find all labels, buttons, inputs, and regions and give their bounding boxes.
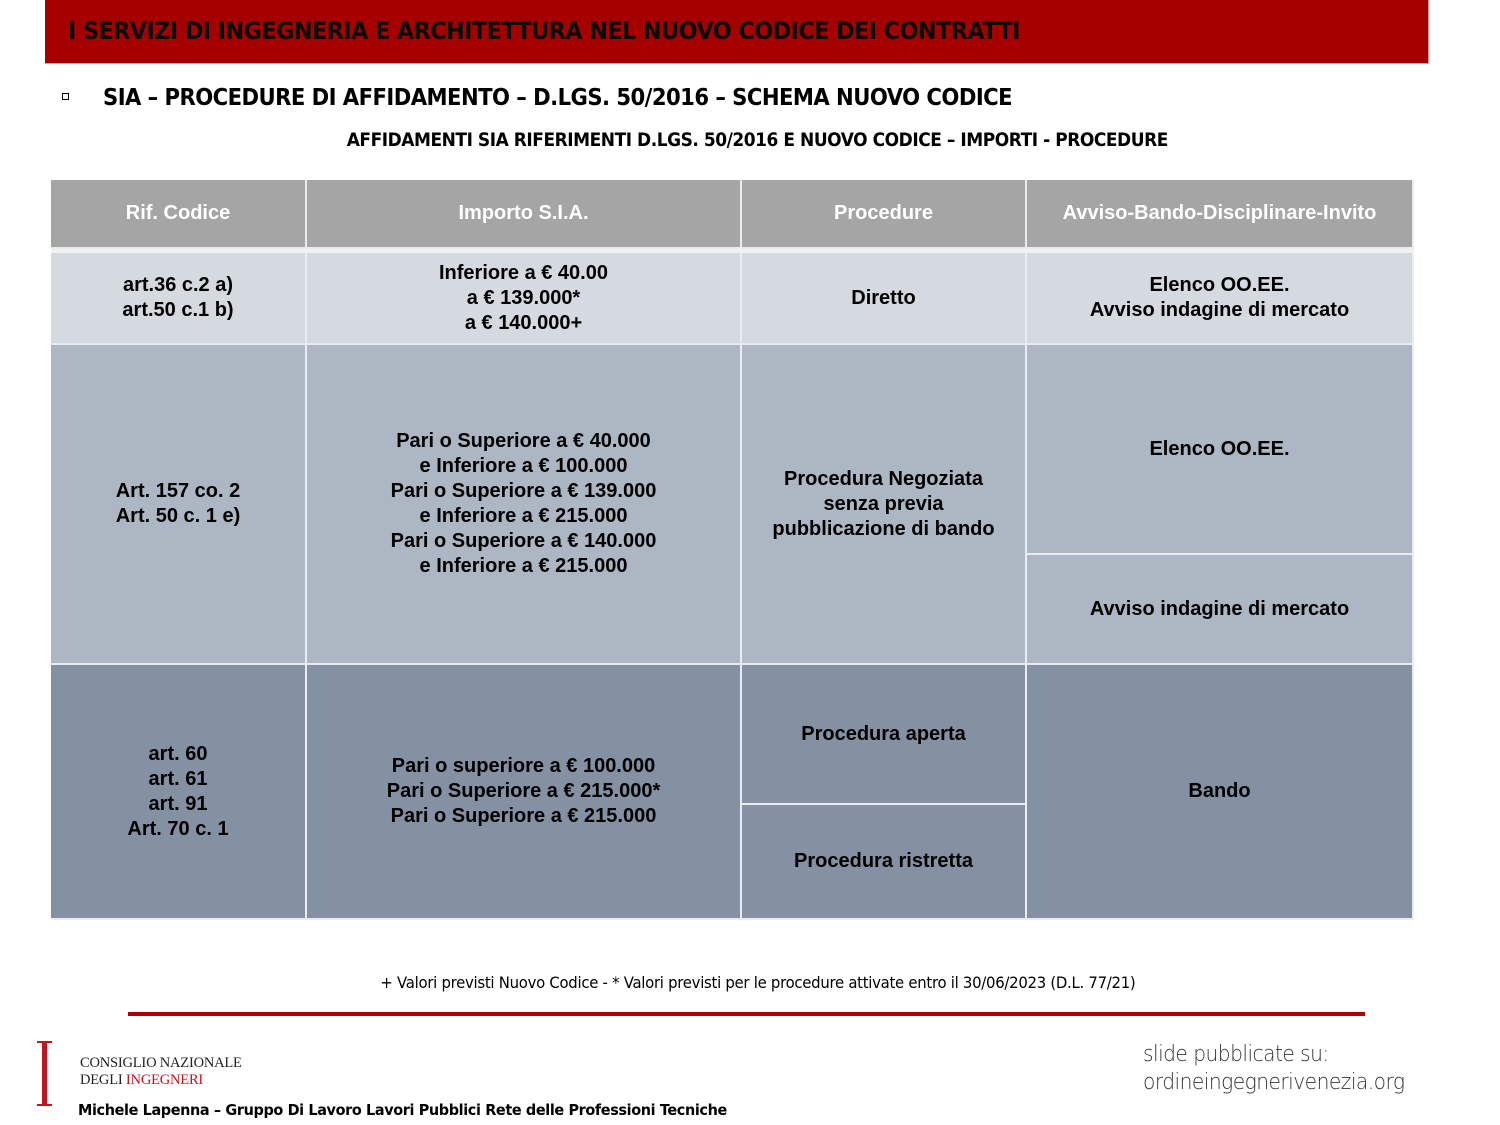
cell-line: a € 139.000* [466, 286, 581, 309]
cell-line: Elenco OO.EE. [1149, 274, 1290, 296]
logo-line1: CONSIGLIO NAZIONALE [80, 1055, 242, 1071]
row1-avviso-cell [1027, 253, 1414, 345]
cell-line: Art. 70 c. 1 [127, 817, 229, 840]
column-header-label: Rif. Codice [125, 202, 231, 224]
section-heading: SIA – PROCEDURE DI AFFIDAMENTO – D.LGS. 50/2016 – SCHEMA NUOVO CODICE [103, 85, 1013, 111]
cell-line: Avviso indagine di mercato [1089, 597, 1350, 620]
table-caption-text: AFFIDAMENTI SIA RIFERIMENTI D.LGS. 50/2016 E NUOVO CODICE – IMPORTI - PROCEDURE [346, 130, 1169, 151]
cell-line: Procedura ristretta [794, 850, 973, 872]
column-header-label: Procedure [834, 202, 933, 224]
column-header-procedure [742, 180, 1027, 249]
section-heading-row [62, 83, 1091, 113]
cell-line: Pari o Superiore a € 40.000 [396, 430, 651, 452]
cell-line: Inferiore a € 40.00 [439, 261, 608, 284]
cni-logo-text [80, 1055, 242, 1089]
logo-line2-accent: INGEGNERI [125, 1072, 204, 1088]
row3-importo-cell [307, 665, 742, 920]
row2-avviso-elenco-cell [1027, 345, 1414, 555]
author-credit-text: Michele Lapenna – Gruppo Di Lavoro Lavori Pubblici Rete delle Professioni Tecniche [78, 1101, 727, 1119]
cell-line: senza previa [823, 492, 944, 515]
cell-line: e Inferiore a € 215.000 [419, 505, 628, 527]
cell-line: a € 140.000+ [464, 311, 583, 334]
cell-line: Pari o Superiore a € 139.000 [390, 480, 657, 502]
logo-line2-prefix: DEGLI [80, 1072, 126, 1088]
cell-line: Avviso indagine di mercato [1089, 299, 1350, 321]
row1-importo-cell [307, 253, 742, 345]
cell-line: e Inferiore a € 215.000 [419, 555, 628, 577]
cell-line: Procedura Negoziata [784, 467, 983, 490]
column-header-importo [307, 180, 742, 249]
row1-procedure-cell [742, 253, 1027, 345]
footnote-text: + Valori previsti Nuovo Codice - * Valori previsti per le procedure attivate entro il 30/06/2023 (D.L. 77/21) [379, 973, 1136, 992]
footnote [0, 973, 1500, 992]
cell-line: Pari o Superiore a € 215.000 [390, 805, 657, 827]
cell-line: art.50 c.1 b) [122, 299, 234, 321]
column-header-label: Importo S.I.A. [458, 202, 589, 224]
cell-line: art.36 c.2 a) [122, 274, 234, 296]
cell-line: Elenco OO.EE. [1149, 437, 1290, 460]
cell-line: pubblicazione di bando [772, 517, 995, 540]
cell-line: Art. 50 c. 1 e) [115, 505, 241, 527]
table-caption [0, 130, 1500, 151]
slide-title: I SERVIZI DI INGEGNERIA E ARCHITETTURA NEL NUOVO CODICE DEI CONTRATTI [68, 17, 1020, 45]
row3-rif-cell [51, 665, 307, 920]
row2-procedure-cell [742, 345, 1027, 665]
procedures-table [51, 180, 1414, 920]
cell-line: art. 61 [148, 767, 208, 790]
cni-logo-icon [42, 1041, 47, 1106]
cell-line: art. 91 [148, 792, 208, 815]
published-note [1143, 1041, 1427, 1097]
cell-line: e Inferiore a € 100.000 [419, 455, 628, 477]
square-bullet-icon [62, 93, 69, 100]
logo-line2 [80, 1072, 242, 1089]
cell-line: Pari o Superiore a € 215.000* [386, 780, 661, 802]
cell-line: Bando [1188, 780, 1251, 802]
column-header-rif [51, 180, 307, 249]
cell-line: art. 60 [148, 742, 208, 765]
row1-rif-cell [51, 253, 307, 345]
row2-rif-cell [51, 345, 307, 665]
published-label: slide pubblicate su: [1143, 1042, 1329, 1067]
author-credit [78, 1101, 776, 1119]
cell-line: Pari o superiore a € 100.000 [391, 755, 656, 777]
cell-line: Art. 157 co. 2 [115, 480, 241, 502]
row2-avviso-indagine-cell [1027, 555, 1414, 665]
footer-divider [128, 1012, 1365, 1016]
title-bar [45, 0, 1429, 64]
column-header-label: Avviso-Bando-Disciplinare-Invito [1062, 202, 1377, 224]
row3-procedure-aperta-cell [742, 665, 1027, 805]
cell-line: Procedura aperta [801, 722, 966, 745]
column-header-avviso [1027, 180, 1414, 249]
published-site: ordineingegnerivenezia.org [1143, 1070, 1405, 1095]
row2-importo-cell [307, 345, 742, 665]
row3-avviso-bando-cell [1027, 665, 1414, 920]
row3-procedure-ristretta-cell [742, 805, 1027, 920]
cell-line: Diretto [851, 286, 916, 309]
cell-line: Pari o Superiore a € 140.000 [390, 530, 657, 552]
